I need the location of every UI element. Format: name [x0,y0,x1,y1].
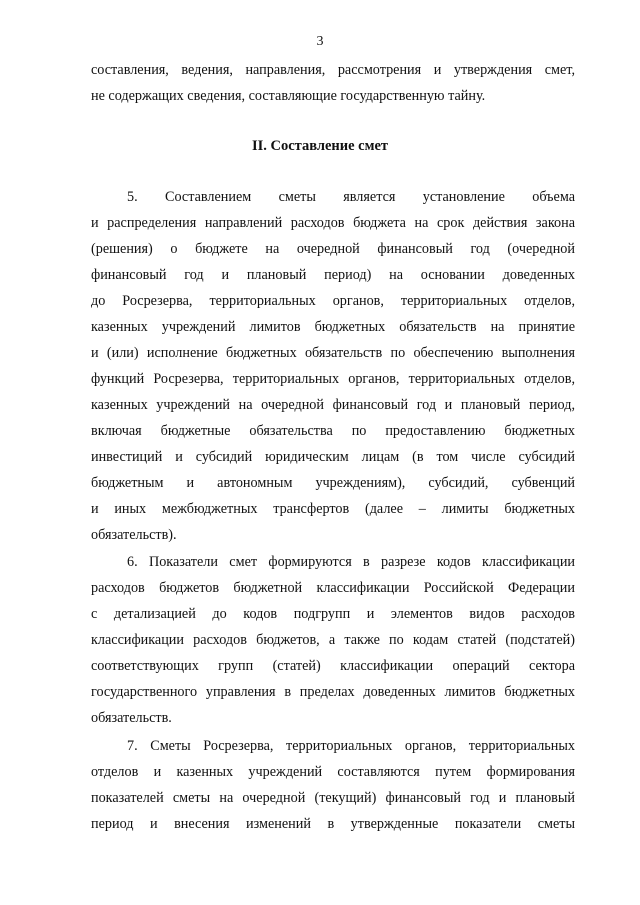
text-line: казенных учреждений на очередной финансовый год и плановый период, [91,397,575,413]
text-line: не содержащих сведения, составляющие государственную тайну. [91,88,486,104]
text-line: 6. Показатели смет формируются в разрезе кодов классификации [127,554,575,570]
text-line: инвестиций и субсидий юридическим лицам (в том числе субсидий [91,449,575,465]
text-line: составления, ведения, направления, рассмотрения и утверждения смет, [91,62,575,78]
text-line: и распределения направлений расходов бюджета на срок действия закона [91,215,575,231]
text-line: государственного управления в пределах доведенных лимитов бюджетных [91,684,575,700]
text-line: 5. Составлением сметы является установление объема [127,189,575,205]
text-line: (решения) о бюджете на очередной финансовый год (очередной [91,241,575,257]
text-line: и иных межбюджетных трансфертов (далее – лимиты бюджетных [91,501,575,517]
text-line: с детализацией до кодов подгрупп и элементов видов расходов [91,606,575,622]
text-line: показателей сметы на очередной (текущий) финансовый год и плановый [91,790,575,806]
text-line: казенных учреждений лимитов бюджетных обязательств на принятие [91,319,575,335]
paragraph-6 [91,549,575,731]
text-line: расходов бюджетов бюджетной классификации Российской Федерации [91,580,575,596]
text-line: 7. Сметы Росрезерва, территориальных органов, территориальных [127,738,575,754]
text-line: включая бюджетные обязательства по предоставлению бюджетных [91,423,575,439]
text-line: финансовый год и плановый период) на основании доведенных [91,267,575,283]
text-line: до Росрезерва, территориальных органов, территориальных отделов, [91,293,575,309]
text-line: обязательств). [91,527,177,543]
text-line: отделов и казенных учреждений составляются путем формирования [91,764,575,780]
intro-paragraph [91,57,575,109]
text-line: обязательств. [91,710,172,726]
text-line: классификации расходов бюджетов, а также по кодам статей (подстатей) [91,632,575,648]
text-line: функций Росрезерва, территориальных органов, территориальных отделов, [91,371,575,387]
paragraph-7 [91,733,575,837]
section-heading: II. Составление смет [251,138,389,154]
page-number: 3 [316,34,324,49]
text-line: период и внесения изменений в утвержденные показатели сметы [91,816,575,832]
text-line: и (или) исполнение бюджетных обязательств по обеспечению выполнения [91,345,575,361]
text-line: бюджетным и автономным учреждениям), субсидий, субвенций [91,475,575,491]
paragraph-5 [91,184,575,548]
text-line: соответствующих групп (статей) классификации операций сектора [91,658,575,674]
